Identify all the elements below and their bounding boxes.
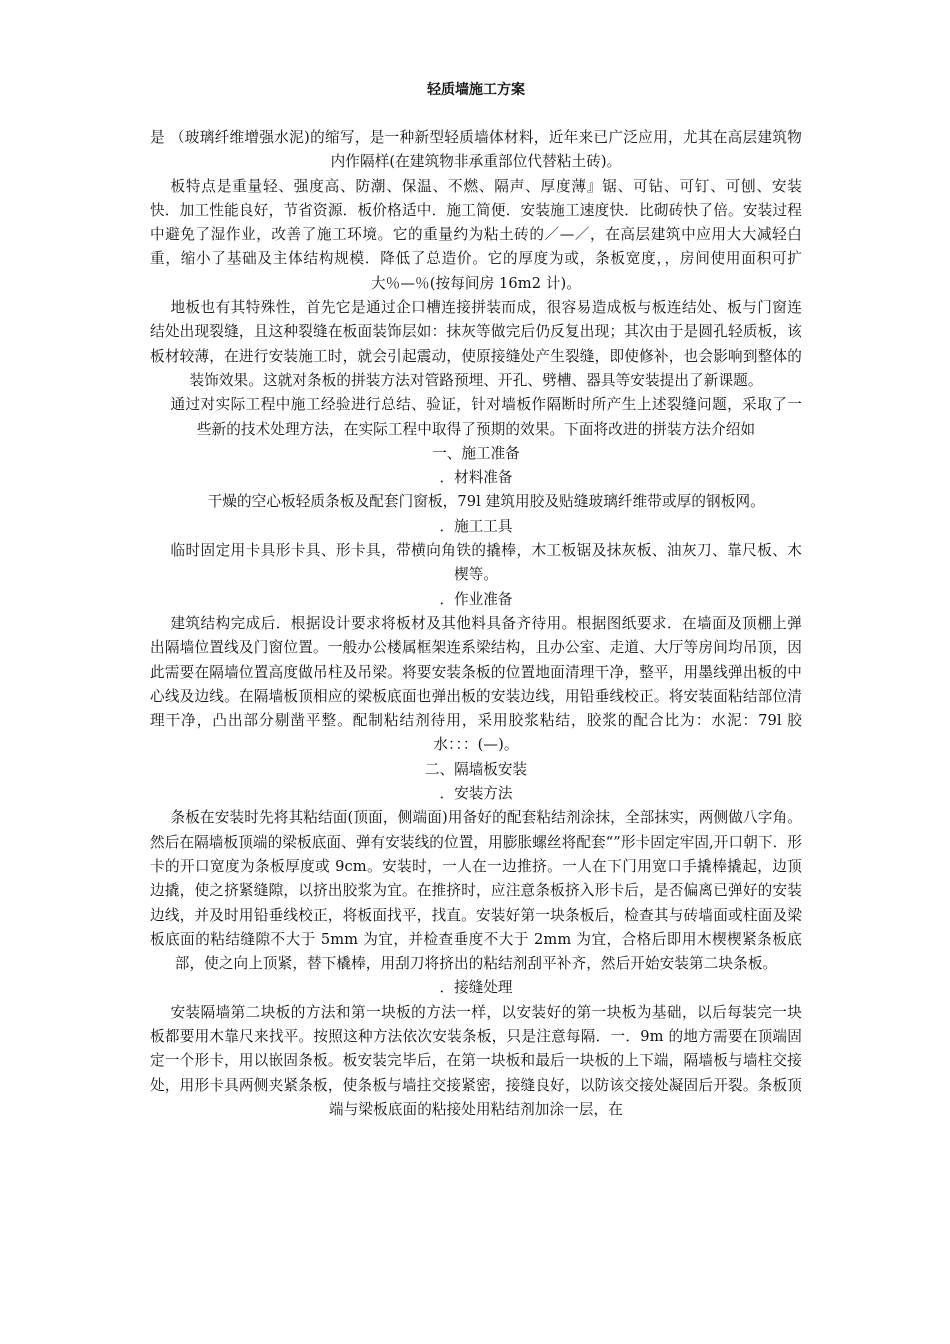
- paragraph-features: 板特点是重量轻、强度高、防潮、保温、不燃、隔声、厚度薄』锯、可钻、可钉、可刨、安装快．加工性能良好，节省资源．板价格适中．施工简便．安装施工速度快．比砌砖快了倍。安装过程中避免了湿作业，改善了施工环境。它的重量约为粘土砖的／—／，在高层建筑中应用大大减轻白重，缩小了基础及主体结构规模．降低了总造价。它的厚度为或，条板宽度，，房间使用面积可扩大％—％(按每间房 16m2 计)。: [150, 177, 802, 292]
- paragraph-joint-treatment: 安装隔墙第二块板的方法和第一块板的方法一样，以安装好的第一块板为基础，以后每装完一块板都要用木靠尺来找平。按照这种方法依次安装条板，只是注意每隔．一．9m 的地方需要在顶端固定一个形卡，用以嵌固条板。板安装完毕后，在第一块板和最后一块板的上下端，隔墙板与墙柱交接处，用形卡具两侧夹紧条板，使条板与墙拄交接紧密，接缝良好，以防该交接处凝固后开裂。条板顶端与梁板底面的粘接处用粘结剂加涂一层，在: [150, 1003, 802, 1118]
- subheading-materials: ．材料准备: [439, 469, 513, 487]
- paragraph-install-method: 条板在安装时先将其粘结面(顶面，侧端面)用备好的配套粘结剂涂抹，全部抹实，两侧做八字角。然后在隔墙板顶端的梁板底面、弹有安装线的位置，用膨胀螺丝将配套“”形卡固定牢固,开口朝下．形卡的开口宽度为条板厚度或 9cm。安装时，一人在一边推挤。一人在下门用宽口手撬棒撬起，边顶边撬，使之挤紧缝隙，以挤出胶浆为宜。在推挤时，应注意条板挤入形卡后，是否偏离已弹好的安装边线，并及时用铅垂线校正，将板面找平，找直。安装好第一块条板后，检查其与砖墙面或柱面及梁板底面的粘结缝隙不大于 5mm 为宜，并检查垂度不大于 2mm 为宜，合格后即用木楔楔紧条板底部，使之向上顶紧，替下橇棒，用刮刀将挤出的粘结剂刮平补齐，然后开始安装第二块条板。: [150, 809, 802, 973]
- section-heading-installation: 二、隔墙板安装: [424, 760, 528, 778]
- paragraph-method-intro: 通过对实际工程中施工经验进行总结、验证，针对墙板作隔断时所产生上述裂缝问题，采取了一些新的技术处理方法，在实际工程中取得了预期的效果。下面将改进的拼装方法介绍如: [170, 396, 802, 438]
- section-heading-preparation: 一、施工准备: [432, 444, 520, 462]
- paragraph-work-prep: 建筑结构完成后．根据设计要求将板材及其他料具备齐待用。根据图纸要求．在墙面及顶棚上弹出隔墙位置线及门窗位置。一般办公楼属框架连系梁结构，且办公室、走道、大厅等房间均吊顶，因此需要在隔墙位置高度做吊柱及吊梁。将要安装条板的位置地面清理干净，整平，用墨线弹出板的中心线及边线。在隔墙板顶相应的梁板底面也弹出板的安装边线，用铅垂线校正。将安装面粘结部位清理干净，凸出部分剔凿平整。配制粘结剂待用，采用胶浆粘结，胶浆的配合比为：水泥：79l 胶水：：：(—)。: [150, 614, 802, 754]
- subheading-install-method: ．安装方法: [439, 785, 513, 803]
- paragraph-issues: 地板也有其特殊性，首先它是通过企口槽连接拼装而成，很容易造成板与板连结处、板与门窗连结处出现裂缝，且这种裂缝在板面装饰层如：抹灰等做完后仍反复出现；其次由于是圆孔轻质板，该板材较薄，在进行安装施工时，就会引起震动，使原接缝处产生裂缝，即使修补，也会影响到整体的装饰效果。这就对条板的拼装方法对管路预埋、开孔、劈槽、器具等安装提出了新课题。: [150, 299, 802, 389]
- document-title: 轻质墙施工方案: [427, 82, 525, 98]
- paragraph-tools: 临时固定用卡具形卡具、形卡具，带横向角铁的撬棒，木工板锯及抹灰板、油灰刀、靠尺板、木楔等。: [170, 542, 802, 584]
- subheading-work-prep: ．作业准备: [439, 590, 513, 608]
- paragraph-intro: 是 （玻璃纤维增强水泥)的缩写，是一种新型轻质墙体材料，近年来已广泛应用，尤其在高层建筑物内作隔样(在建筑物非承重部位代替粘土砖)。: [150, 129, 802, 171]
- subheading-joint-treatment: ．接缝处理: [439, 979, 513, 997]
- subheading-tools: ．施工工具: [439, 517, 513, 535]
- document-page: [150, 78, 802, 1122]
- paragraph-materials: 干燥的空心板轻质条板及配套门窗板，79l 建筑用胶及贴缝玻璃纤维带或厚的钢板网。: [207, 493, 765, 511]
